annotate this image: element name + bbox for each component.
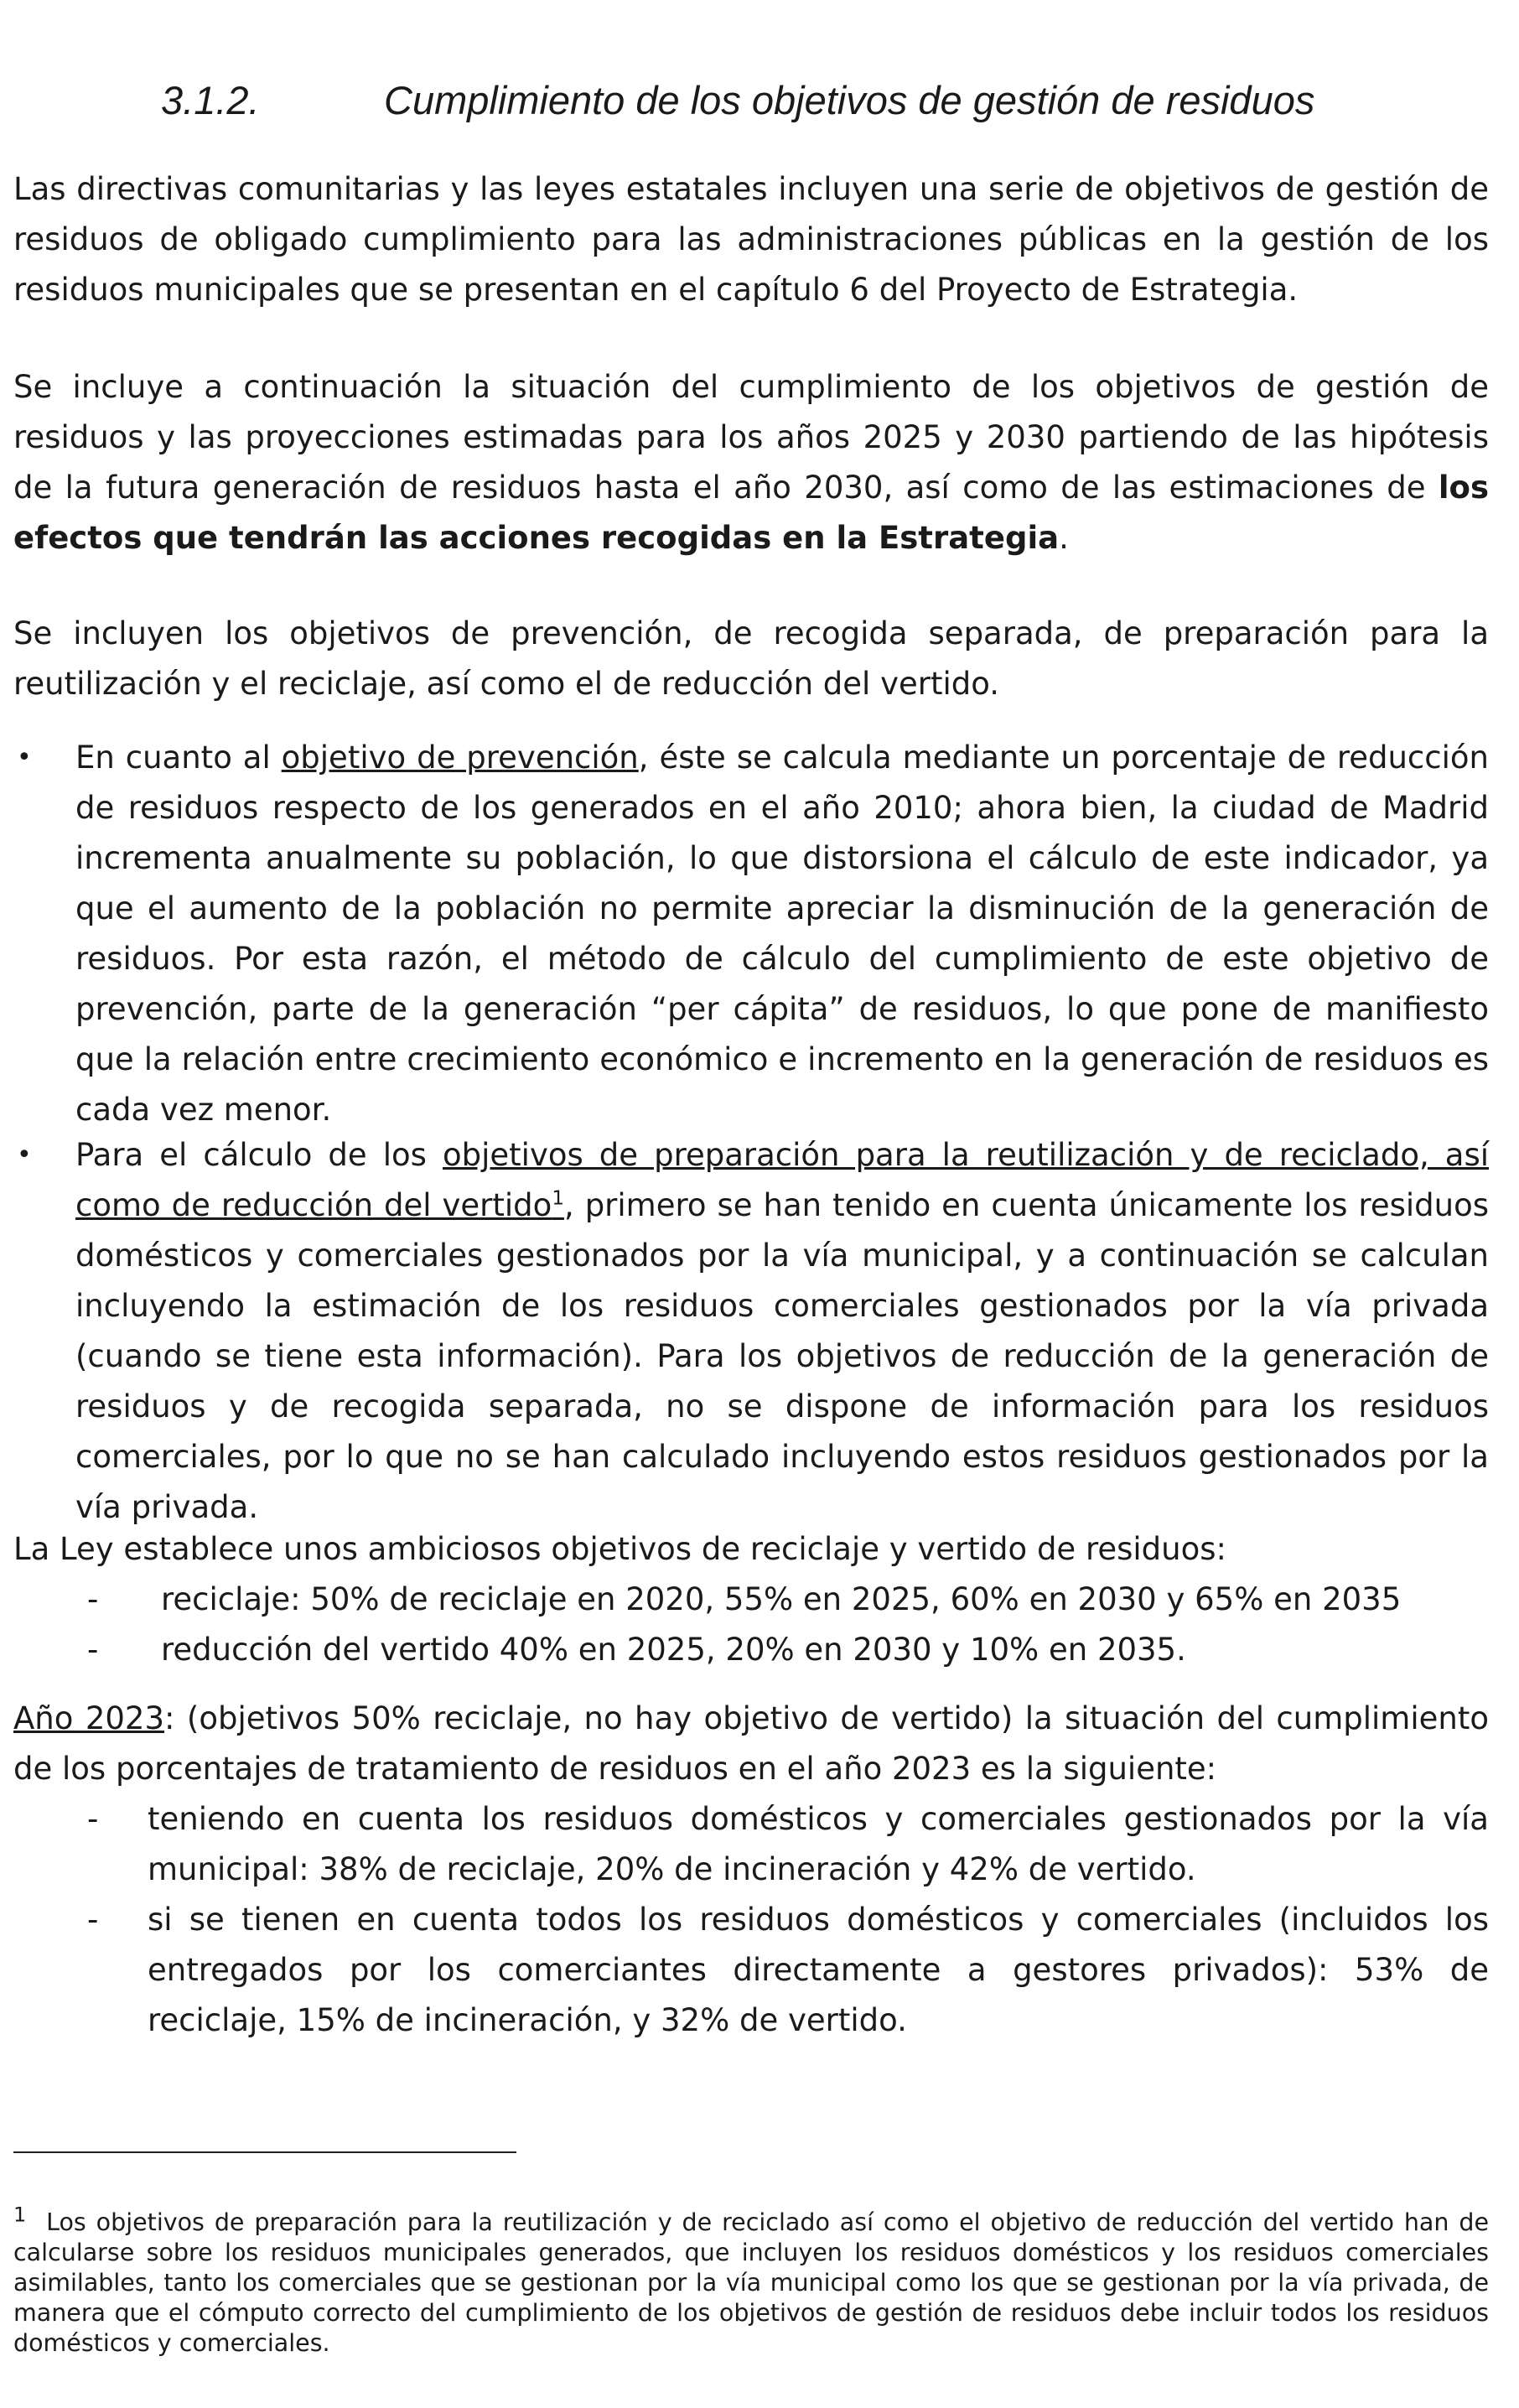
footnote	[13, 2203, 1489, 2359]
law-item-text: reducción del vertido 40% en 2025, 20% en 2030 y 10% en 2035.	[161, 1632, 1186, 1668]
bullet-text	[75, 1130, 1489, 1533]
paragraph-intro: Las directivas comunitarias y las leyes estatales incluyen una serie de objetivos de gestión de residuos de obligado cumplimiento para las administraciones públicas en la gestión de los residuos municipales que se presentan en el capítulo 6 del Proyecto de Estrategia.	[13, 171, 1489, 308]
paragraph-situation	[13, 362, 1489, 563]
section-number: 3.1.2.	[161, 78, 260, 122]
bullet-rest: , primero se han tenido en cuenta únicamente los residuos domésticos y comerciales gestionados por la vía municipal, y a continuación se calculan incluyendo la estimación de los residuos comerciales gestionados por la vía privada (cuando se tiene esta información). Para los objetivos de reducción de la generación de residuos y de recogida separada, no se dispone de información para los residuos comerciales, por lo que no se han calculado incluyendo estos residuos gestionados por la vía privada.	[75, 1187, 1490, 1525]
year-item-text: si se tienen en cuenta todos los residuos domésticos y comerciales (incluidos los entregados por los comerciantes directamente a gestores privados): 53% de reciclaje, 15% de incineración, y 32% de vertido.	[148, 1902, 1489, 2038]
bullet-marker: •	[17, 1140, 32, 1170]
bullet-text	[75, 733, 1489, 1135]
year-text: : (objetivos 50% reciclaje, no hay objetivo de vertido) la situación del cumplimiento de los porcentajes de tratamiento de residuos en el año 2023 es la siguiente:	[13, 1700, 1489, 1787]
section-title: Cumplimiento de los objetivos de gestión de residuos	[384, 78, 1315, 122]
year-label: Año 2023	[13, 1700, 164, 1736]
bullet-rest: , éste se calcula mediante un porcentaje de reducción de residuos respecto de los generados en el año 2010; ahora bien, la ciudad de Madrid incrementa anualmente su población, lo que distorsiona el cálculo de este indicador, ya que el aumento de la población no permite apreciar la disminución de la generación de residuos. Por esta razón, el método de cálculo del cumplimiento de este objetivo de prevención, parte de la generación “per cápita” de residuos, lo que pone de manifiesto que la relación entre crecimiento económico e incremento en la generación de residuos es cada vez menor.	[75, 740, 1489, 1128]
law-item-landfill	[13, 1625, 1489, 1675]
dash-marker: -	[87, 1902, 99, 1938]
footnote-number: 1	[13, 2203, 27, 2227]
bullet-underlined-term: objetivo de prevención	[281, 740, 639, 776]
footnote-reference[interactable]: 1	[552, 1187, 564, 1210]
bullet-recycling-calc	[13, 1130, 1489, 1533]
year-item-text: teniendo en cuenta los residuos domésticos y comerciales gestionados por la vía municipal: 38% de reciclaje, 20% de incineración y 42% de vertido.	[148, 1801, 1489, 1887]
law-item-recycling	[13, 1575, 1489, 1625]
dash-marker: -	[87, 1632, 99, 1668]
bullet-marker: •	[17, 743, 32, 772]
bullet-underlined-text: objetivos de preparación para la reutilización y de reciclado, así como de reducción del vertido	[75, 1137, 1490, 1223]
paragraph-situation-bold: los efectos que tendrán las acciones recogidas en la Estrategia	[13, 470, 1489, 556]
dash-marker: -	[87, 1801, 99, 1837]
paragraph-year-2023	[13, 1694, 1489, 1794]
footnote-text: Los objetivos de preparación para la reutilización y de reciclado así como el objetivo de reducción del vertido han de calcularse sobre los residuos municipales generados, que incluyen los residuos domésticos y los residuos comerciales asimilables, tanto los comerciales que se gestionan por la vía municipal como los que se gestionan por la vía privada, de manera que el cómputo correcto del cumplimiento de los objetivos de gestión de residuos debe incluir todos los residuos domésticos y comerciales.	[13, 2208, 1489, 2357]
dash-marker: -	[87, 1581, 99, 1617]
bullet-pre: En cuanto al	[75, 740, 282, 776]
paragraph-situation-end: .	[1059, 520, 1069, 556]
law-intro: La Ley establece unos ambiciosos objetivos de reciclaje y vertido de residuos:	[13, 1531, 1226, 1567]
year-item-municipal	[13, 1794, 1489, 1895]
bullet-prevention	[13, 733, 1489, 1135]
bullet-pre: Para el cálculo de los	[75, 1137, 443, 1173]
footnote-divider	[13, 2151, 516, 2153]
law-item-text: reciclaje: 50% de reciclaje en 2020, 55% en 2025, 60% en 2030 y 65% en 2035	[161, 1581, 1402, 1617]
paragraph-situation-text: Se incluye a continuación la situación del cumplimiento de los objetivos de gestión de residuos y las proyecciones estimadas para los años 2025 y 2030 partiendo de las hipótesis de la futura generación de residuos hasta el año 2030, así como de las estimaciones de	[13, 369, 1489, 506]
paragraph-objectives: Se incluyen los objetivos de prevención, de recogida separada, de preparación para la reutilización y el reciclaje, así como el de reducción del vertido.	[13, 615, 1489, 702]
year-item-all	[13, 1895, 1489, 2046]
